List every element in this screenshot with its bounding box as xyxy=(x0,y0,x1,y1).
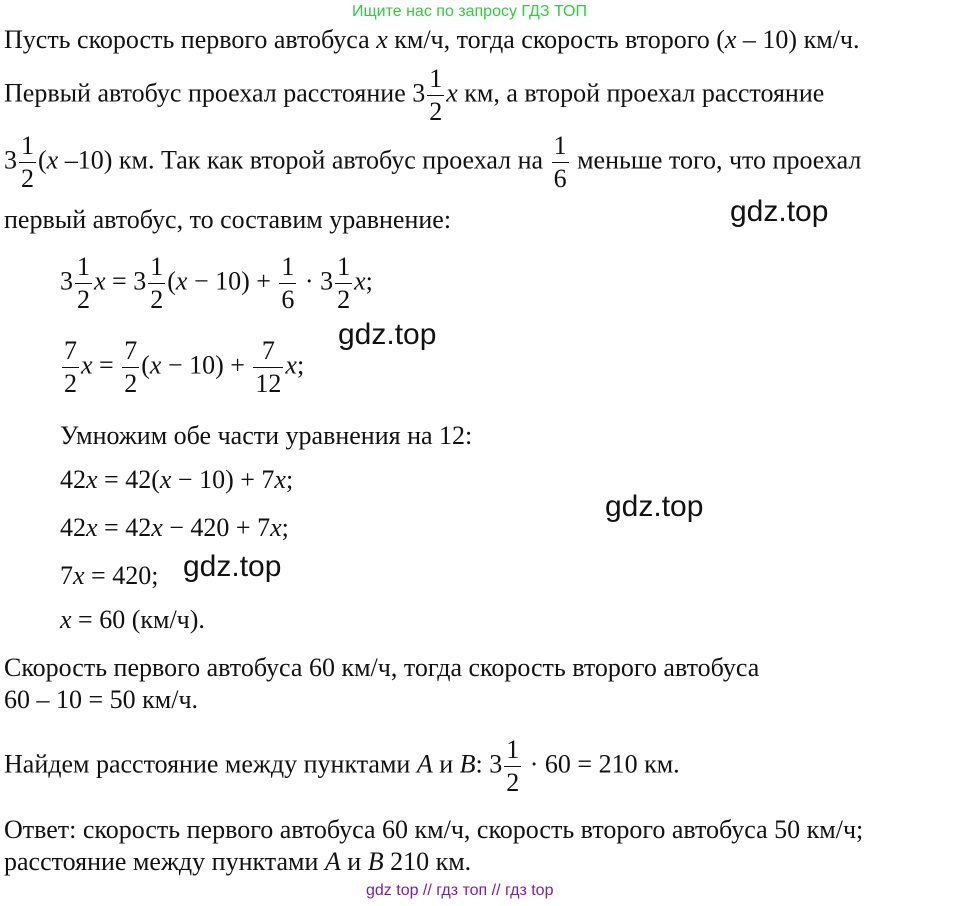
footer-watermark: gdz top // гдз топ // гдз top xyxy=(366,882,554,899)
var-x: x xyxy=(724,25,737,54)
var-x: x xyxy=(81,350,93,380)
fraction-denominator: 2 xyxy=(337,285,351,314)
fraction xyxy=(122,338,139,397)
text-segment: меньше того, что проехал xyxy=(570,145,862,175)
point-a: A xyxy=(324,847,341,876)
fraction xyxy=(19,133,36,192)
equation-2 xyxy=(60,338,304,397)
watermark: gdz.top xyxy=(730,195,829,228)
text-segment: 42 xyxy=(60,513,86,542)
fraction-numerator: 1 xyxy=(504,737,521,767)
var-x: x xyxy=(285,350,297,380)
equals-sign: = xyxy=(105,266,134,296)
text-segment: Пусть скорость первого автобуса xyxy=(4,25,377,54)
fraction xyxy=(279,254,296,313)
equation-4 xyxy=(60,513,289,543)
text-segment: 42 xyxy=(60,465,86,494)
text-segment: ( xyxy=(38,145,47,175)
answer-line-1: Ответ: скорость первого автобуса 60 км/ч, скорость второго автобуса 50 км/ч; xyxy=(4,815,864,844)
fraction-denominator: 2 xyxy=(429,97,443,126)
var-x: x xyxy=(175,266,188,296)
text-segment: − 10) + xyxy=(187,266,278,296)
var-x: x xyxy=(86,513,98,542)
text-segment: – 10) км/ч. xyxy=(736,25,860,54)
var-x: x xyxy=(159,465,172,494)
equation-intro: первый автобус, то составим уравнение: xyxy=(4,205,452,234)
text-segment: ( xyxy=(167,266,176,296)
point-a: A xyxy=(416,749,433,779)
fraction-numerator: 1 xyxy=(148,254,165,284)
point-b: B xyxy=(459,749,476,779)
watermark: gdz.top xyxy=(183,550,282,583)
fraction xyxy=(62,338,79,397)
fraction xyxy=(148,254,165,313)
var-x: x xyxy=(274,465,286,494)
var-x: x xyxy=(94,266,106,296)
text-segment: и xyxy=(340,847,368,876)
text-segment: и xyxy=(432,749,460,779)
fraction-numerator: 1 xyxy=(19,133,36,163)
text-segment: км, а второй проехал расстояние xyxy=(457,78,825,108)
text-segment: 7 xyxy=(60,561,73,590)
text-segment: − 420 + 7 xyxy=(162,513,271,542)
var-x: x xyxy=(86,465,98,494)
var-x: x xyxy=(270,513,282,542)
fraction xyxy=(253,338,283,397)
equation-1 xyxy=(60,254,373,313)
var-x: x xyxy=(354,266,366,296)
text-segment: ( xyxy=(141,350,150,380)
equation-5 xyxy=(60,561,158,591)
intro-line xyxy=(4,25,859,55)
fraction-denominator: 2 xyxy=(21,164,34,193)
fraction-denominator: 6 xyxy=(281,285,295,314)
fraction-denominator: 12 xyxy=(255,369,282,398)
mixed-whole: 3 xyxy=(412,78,426,108)
first-bus-distance-line xyxy=(4,66,824,125)
header-banner: Ищите нас по запросу ГДЗ ТОП xyxy=(352,3,587,20)
watermark: gdz.top xyxy=(605,490,704,523)
fraction-denominator: 2 xyxy=(64,369,77,398)
fraction-numerator: 7 xyxy=(62,338,79,368)
fraction-numerator: 7 xyxy=(253,338,283,368)
answer-line-2 xyxy=(4,847,471,877)
fraction-numerator: 1 xyxy=(427,66,444,96)
fraction xyxy=(504,737,521,796)
fraction-numerator: 1 xyxy=(75,254,92,284)
fraction-denominator: 2 xyxy=(77,285,90,314)
text-segment: · xyxy=(298,266,321,296)
text-segment: –10) км. Так как второй автобус проехал на xyxy=(58,145,550,175)
text-segment: ; xyxy=(365,266,373,296)
mixed-whole: 3 xyxy=(133,266,147,296)
text-segment: = 42( xyxy=(97,465,160,494)
text-segment: ; xyxy=(281,513,289,542)
speed-result-line: Скорость первого автобуса 60 км/ч, тогда скорость второго автобуса xyxy=(4,653,760,682)
multiply-step: Умножим обе части уравнения на 12: xyxy=(60,421,473,450)
mixed-whole: 3 xyxy=(489,749,503,779)
fraction-denominator: 2 xyxy=(124,369,138,398)
fraction xyxy=(335,254,352,313)
text-segment: − 10) + xyxy=(161,350,252,380)
text-segment: Первый автобус проехал расстояние xyxy=(4,78,413,108)
var-x: x xyxy=(46,145,59,175)
fraction-numerator: 1 xyxy=(335,254,352,284)
mixed-whole: 3 xyxy=(60,266,73,296)
text-segment: расстояние между пунктами xyxy=(4,847,325,876)
var-x: x xyxy=(151,513,163,542)
var-x: x xyxy=(60,605,72,634)
fraction xyxy=(427,66,444,125)
fraction-numerator: 1 xyxy=(279,254,296,284)
fraction-denominator: 2 xyxy=(506,768,520,797)
text-segment: − 10) + 7 xyxy=(171,465,275,494)
second-bus-distance-line xyxy=(4,133,861,192)
mixed-whole: 3 xyxy=(320,266,334,296)
text-segment: = 60 (км/ч). xyxy=(71,605,205,634)
text-segment: ; xyxy=(285,465,294,494)
speed-result-calc: 60 – 10 = 50 км/ч. xyxy=(4,685,199,714)
point-b: B xyxy=(367,847,384,876)
mixed-whole: 3 xyxy=(4,145,17,175)
text-segment: км/ч, тогда скорость второго ( xyxy=(387,25,725,54)
fraction xyxy=(552,133,569,192)
text-segment: Найдем расстояние между пунктами xyxy=(4,749,417,779)
text-segment: · 60 = 210 км. xyxy=(523,749,680,779)
text-segment: : xyxy=(475,749,490,779)
text-segment: = 42 xyxy=(97,513,152,542)
equation-3 xyxy=(60,465,293,495)
var-x: x xyxy=(446,78,458,108)
var-x: x xyxy=(376,25,388,54)
text-segment: = 420; xyxy=(84,561,159,590)
fraction-numerator: 1 xyxy=(552,133,569,163)
text-segment: ; xyxy=(296,350,305,380)
fraction-denominator: 6 xyxy=(553,164,567,193)
equals-sign: = xyxy=(92,350,121,380)
watermark: gdz.top xyxy=(338,318,437,351)
fraction-denominator: 2 xyxy=(150,285,164,314)
equation-6 xyxy=(60,605,205,635)
text-segment: 210 км. xyxy=(383,847,472,876)
fraction-numerator: 7 xyxy=(122,338,139,368)
var-x: x xyxy=(73,561,85,590)
var-x: x xyxy=(149,350,162,380)
distance-line xyxy=(4,737,680,796)
fraction xyxy=(75,254,92,313)
